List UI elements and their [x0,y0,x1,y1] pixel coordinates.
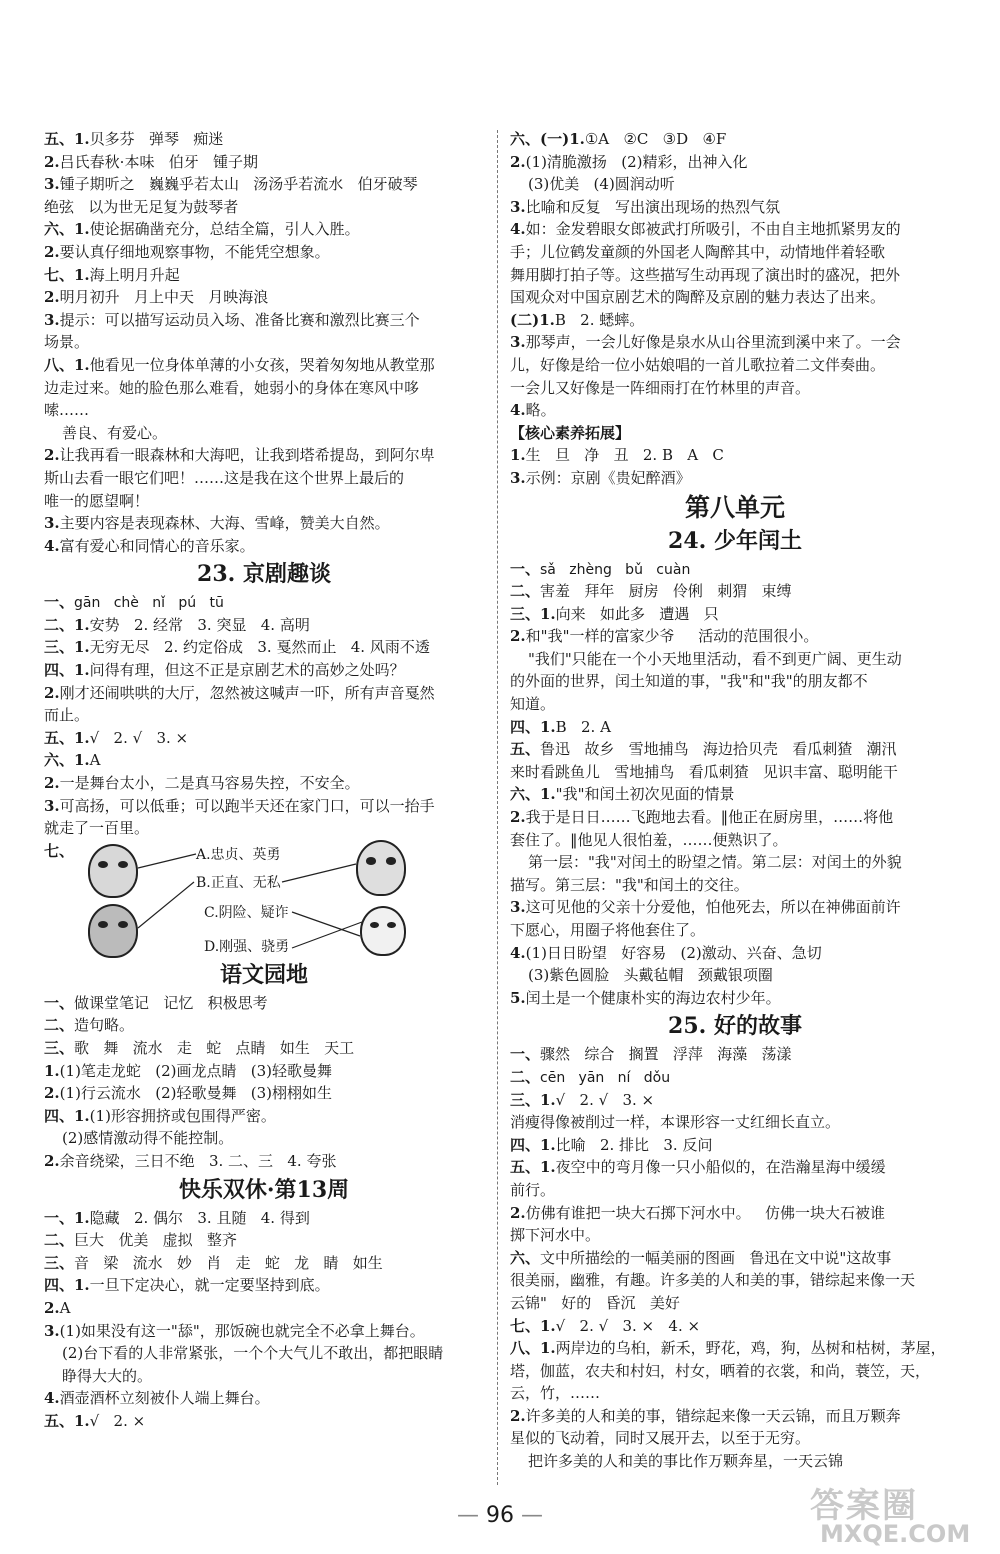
section-5-answers [44,128,484,218]
answer-line: 四、1.一旦下定决心，就一定要坚持到底。 [44,1276,330,1295]
weekend-title: 快乐双休·第13周 [178,1176,350,1203]
answer-line: 4.酒壶酒杯立刻被仆人端上舞台。 [44,1389,270,1408]
answer-line: 斯山去看一眼它们吧！……这是我在这个世界上最后的 [44,468,405,487]
core-literacy-answers [510,444,960,489]
answer-line: 2.一是舞台太小，二是真马容易失控，不安全。 [44,774,360,793]
opera-choice-a: A.忠贞、英勇 [196,846,281,863]
answer-line: 3.(1)如果没有这一"舔"，那饭碗也就完全不必拿上舞台。 [44,1321,425,1340]
watermark-url: MXQE.COM [820,1520,971,1548]
answer-line: 塔，伽蓝，农夫和村妇，村女，晒着的衣裳，和尚，蓑笠，天， [510,1361,931,1380]
answer-line: 1.生 旦 净 丑 2. B A C [510,446,724,465]
answer-line: 三、歌 舞 流水 走 蛇 点睛 如生 天工 [44,1039,355,1057]
garden-answers [44,992,484,1173]
lesson-23-title: 23. 京剧趣谈 [197,561,331,588]
section-8-answers [44,354,484,557]
answer-line: 五、1.贝多芬 弹琴 痴迷 [44,130,224,148]
answer-line: 4.略。 [510,401,556,420]
page-number: — 96 — [457,1503,543,1528]
answer-line: 的外面的世界，闰土知道的事，"我"和"我"的朋友都不 [510,672,868,691]
answer-line: 二、害羞 拜年 厨房 伶俐 刺猬 束缚 [510,582,792,601]
answer-line: 七、1.海上明月升起 [44,265,180,284]
opera-mask-matching [44,840,484,958]
answer-line: (3)紫色圆脸 头戴毡帽 颈戴银项圈 [528,966,773,985]
answer-line: 一会儿又好像是一阵细雨打在竹林里的声音。 [510,378,811,397]
answer-line: 嗦…… [44,401,90,420]
answer-line: 四、1.B 2. A [510,717,611,736]
answer-line: 手；儿位鹤发童颜的外国老人陶醉其中，动情地伴着轻歌 [510,242,886,261]
answer-line: 五、1.√ 2. √ 3. × [44,728,189,747]
answer-line: 2.让我再看一眼森林和大海吧，让我到塔希提岛，到阿尔卑 [44,446,435,465]
column-divider [497,130,498,1485]
answer-line: 4.富有爱心和同情心的音乐家。 [44,536,255,555]
answer-line: 云，竹，…… [510,1384,601,1403]
section-7-answers [44,264,484,354]
answer-line: 八、1.他看见一位身体单薄的小女孩，哭着匆匆地从教堂那 [44,355,435,374]
answer-line: 2.余音绕梁，三日不绝 3. 二、三 4. 夸张 [44,1151,337,1170]
answer-line: 边走过来。她的脸色那么难看，她弱小的身体在寒风中哆 [44,378,420,397]
answer-line: 六、1."我"和闰土初次见面的情景 [510,785,735,804]
answer-line: 五、1.√ 2. × [44,1411,146,1430]
answer-line: 睁得大大的。 [62,1366,153,1385]
answer-line: 二、1.安势 2. 经常 3. 突显 4. 高明 [44,615,310,634]
answer-line: 五、1.夜空中的弯月像一只小船似的，在浩瀚星海中缓缓 [510,1158,886,1177]
answer-line: 3.可高扬，可以低垂；可以跑半天还在家门口，可以一抬手 [44,796,435,815]
answer-line: 六、文中所描绘的一幅美丽的图画 鲁迅在文中说"这故事 [510,1248,892,1267]
answer-line: 三、1.√ 2. √ 3. × [510,1090,655,1109]
answer-line: 国观众对中国京剧艺术的陶醉及京剧的魅力表达了出来。 [510,288,886,307]
lesson-24-title: 24. 少年闰土 [668,527,802,554]
answer-line: 来时看跳鱼儿 雪地捕鸟 看瓜刺猹 见识丰富、聪明能干 [510,762,898,781]
right-column [510,128,960,1473]
answer-line: 二、巨大 优美 虚拟 整齐 [44,1231,237,1250]
answer-line: 2.A [44,1298,71,1317]
answer-line: 星似的飞动着，同时又展开去，以至于无穷。 [510,1429,811,1448]
answer-line: 3.锺子期听之 巍巍乎若太山 汤汤乎若流水 伯牙破琴 [44,175,418,194]
answer-line: 六、(一)1.①A ②C ③D ④F [510,130,727,148]
answer-line: (二)1.B 2. 蟋蟀。 [510,310,645,329]
answer-line: 2.(1)行云流水 (2)轻歌曼舞 (3)栩栩如生 [44,1084,333,1103]
answer-line: 1.(1)笔走龙蛇 (2)画龙点睛 (3)轻歌曼舞 [44,1061,333,1080]
left-column [44,128,484,1433]
answer-line: 六、1.A [44,751,101,770]
answer-line: 知道。 [510,695,556,714]
answer-line: 4.(1)日日盼望 好容易 (2)激动、兴奋、急切 [510,943,822,962]
watermark [790,1478,995,1550]
answer-line: 3.那琴声，一会儿好像是泉水从山谷里流到溪中来了。一会 [510,333,901,352]
answer-line: 儿，好像是给一位小姑娘唱的一首儿歌拉着二文伴奏曲。 [510,355,886,374]
opera-choice-d: D.刚强、骁勇 [204,938,290,955]
answer-line: 四、1.问得有理，但这不正是京剧艺术的高妙之处吗？ [44,661,405,680]
answer-line: 第一层："我"对闰土的盼望之情。第二层：对闰土的外貌 [528,853,902,872]
answer-line: 2.要认真仔细地观察事物，不能凭空想象。 [44,242,330,261]
answer-line: 二、造句略。 [44,1016,135,1035]
answer-line: 六、1.使论据确凿充分，总结全篇，引人入胜。 [44,220,360,239]
answer-line: 2.吕氏春秋·本味 伯牙 锺子期 [44,152,259,171]
answer-line: 很美丽，幽雅，有趣。许多美的人和美的事，错综起来像一天 [510,1271,916,1290]
answer-line: (3)优美 (4)圆润动听 [528,175,675,194]
answer-line: (2)感情激动得不能控制。 [62,1129,234,1148]
answer-line: 场景。 [44,333,90,352]
lesson-24-answers [510,558,960,1010]
answer-line: 套住了。‖他见人很怕羞，……便熟识了。 [510,830,788,849]
weekend-answers [44,1207,484,1433]
answer-line: 绝弦 以为世无足复为鼓琴者 [44,197,239,216]
answer-line: 3.主要内容是表现森林、大海、雪峰，赞美大自然。 [44,514,390,533]
answer-line: 2.仿佛有谁把一块大石掷下河水中。 仿佛一块大石被谁 [510,1203,885,1222]
answer-line: 四、1.(1)形容拥挤或包围得严密。 [44,1106,276,1125]
answer-line: 描写。第三层："我"和闰土的交往。 [510,875,749,894]
answer-line: 一、做课堂笔记 记忆 积极思考 [44,993,268,1012]
answer-line: 三、1.向来 如此多 遭遇 只 [510,604,719,623]
answer-line: 3.这可见他的父亲十分爱他，怕他死去，所以在神佛面前许 [510,898,901,917]
answer-line: "我们"只能在一个小天地里活动，看不到更广阔、更生动 [528,649,902,668]
answer-line: 4.如：金发碧眼女郎被武打所吸引，不由自主地抓紧男友的 [510,220,901,239]
answer-line: 2.刚才还闹哄哄的大厅，忽然被这喊声一吓，所有声音戛然 [44,683,435,702]
answer-line: (2)台下看的人非常紧张，一个个大气儿不敢出，都把眼睛 [62,1344,444,1363]
answer-line: 2.和"我"一样的富家少爷 活动的范围很小。 [510,627,819,646]
watermark-logo-text: 答案圈 [810,1486,918,1526]
core-literacy-title: 【核心素养拓展】 [510,423,631,442]
pinyin-line: 一、sǎ zhèng bǔ cuàn [510,559,691,578]
answer-line: 3.比喻和反复 写出演出现场的热烈气氛 [510,197,780,216]
pinyin-line: 二、cēn yān ní dǒu [510,1067,671,1086]
opera-choice-c: C.阴险、疑诈 [204,904,289,921]
answer-line: 2.明月初升 月上中天 月映海浪 [44,288,269,307]
answer-line: 唯一的愿望啊！ [44,491,150,510]
answer-line: 下愿心，用圈子将他套住了。 [510,921,706,939]
answer-line: 五、鲁迅 故乡 雪地捕鸟 海边拾贝壳 看瓜刺猹 潮汛 [510,740,897,759]
answer-line: 七、1.√ 2. √ 3. × 4. × [510,1316,701,1335]
answer-line: 把许多美的人和美的事比作万颗奔星，一天云锦 [528,1452,844,1471]
lesson-25-title: 25. 好的故事 [668,1013,802,1040]
answer-line: 三、1.无穷无尽 2. 约定俗成 3. 戛然而止 4. 风雨不透 [44,638,430,657]
pinyin-line: 一、gān chè nǐ pú tū [44,593,224,612]
section-6-reading-answers [510,128,960,422]
answer-line: 四、1.比喻 2. 排比 3. 反问 [510,1135,713,1154]
answer-line: 消瘦得像被削过一样，本课形容一丈红细长直立。 [510,1113,841,1132]
answer-line: 一、骤然 综合 搁置 浮萍 海藻 荡漾 [510,1045,792,1064]
answer-line: 掷下河水中。 [510,1226,601,1245]
answer-line: 就走了一百里。 [44,819,150,838]
lesson-23-answers [44,591,484,840]
answer-line: 2.我于是日日……飞跑地去看。‖他正在厨房里，……将他 [510,808,894,827]
answer-line: 八、1.两岸边的乌桕，新禾，野花，鸡，狗，丛树和枯树，茅屋， [510,1339,946,1358]
garden-title: 语文园地 [219,961,308,988]
opera-choice-b: B.正直、无私 [196,874,281,891]
answer-line: 而止。 [44,706,90,725]
answer-line: 2.(1)清脆激扬 (2)精彩，出神入化 [510,152,748,171]
answer-line: 三、音 梁 流水 妙 肖 走 蛇 龙 睛 如生 [44,1253,383,1272]
unit-8-title: 第八单元 [684,492,785,522]
answer-line: 3.提示：可以描写运动员入场、准备比赛和激烈比赛三个 [44,310,420,329]
answer-line: 3.示例：京剧《贵妃醉酒》 [510,468,691,487]
question-7-label: 七、 [44,841,75,860]
lesson-25-answers [510,1043,960,1472]
answer-line: 善良、有爱心。 [62,423,168,442]
answer-line: 一、1.隐藏 2. 偶尔 3. 且随 4. 得到 [44,1208,310,1227]
answer-line: 舞用脚打拍子等。这些描写生动再现了演出时的盛况，把外 [510,265,901,284]
answer-line: 5.闰土是一个健康朴实的海边农村少年。 [510,988,781,1007]
answer-line: 前行。 [510,1180,556,1199]
answer-line: 2.许多美的人和美的事，错综起来像一天云锦，而且万颗奔 [510,1406,901,1425]
answer-line: 云锦" 好的 昏沉 美好 [510,1293,680,1312]
section-6-answers [44,218,484,263]
